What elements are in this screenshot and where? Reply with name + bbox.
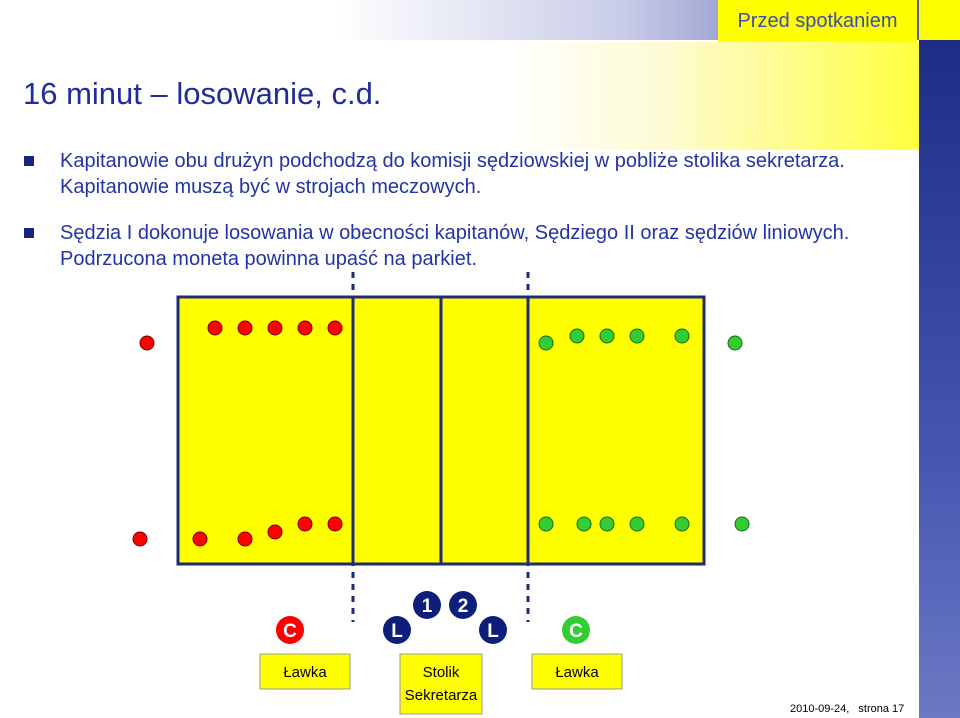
player-marker	[630, 329, 644, 343]
player-marker	[268, 321, 282, 335]
player-marker	[539, 336, 553, 350]
captain-left	[276, 616, 304, 644]
player-marker	[570, 329, 584, 343]
referee-2	[449, 591, 477, 619]
player-marker	[268, 525, 282, 539]
bench-right	[532, 654, 622, 689]
section-label: Przed spotkaniem	[718, 0, 917, 42]
scorer-table	[400, 654, 482, 714]
player-marker	[133, 532, 147, 546]
captain-right-label: C	[569, 621, 583, 642]
scorer-table-box	[400, 654, 482, 714]
player-marker	[735, 517, 749, 531]
bench-left-label: Ławka	[283, 664, 327, 681]
bullet-text: Kapitanowie obu drużyn podchodzą do komisji sędziowskiej w pobliże stolika sekretarza. Kapitanowie muszą być w strojach meczowych.	[60, 150, 845, 198]
player-marker	[238, 321, 252, 335]
player-marker	[630, 517, 644, 531]
player-marker	[675, 329, 689, 343]
scorer-table-label-line2: Sekretarza	[404, 687, 478, 704]
line-judge-left-label: L	[391, 621, 403, 642]
player-marker	[539, 517, 553, 531]
referee-1	[413, 591, 441, 619]
player-marker	[238, 532, 252, 546]
player-marker	[298, 321, 312, 335]
player-marker	[328, 517, 342, 531]
footer-date: 2010-09-24,	[790, 703, 850, 715]
line-judge-right	[479, 616, 507, 644]
player-marker	[193, 532, 207, 546]
slide-footer	[790, 703, 904, 715]
scorer-table-label-line1: Stolik	[422, 664, 460, 681]
player-marker	[675, 517, 689, 531]
line-judge-left	[383, 616, 411, 644]
line-judge-right-label: L	[487, 621, 499, 642]
captain-left-label: C	[283, 621, 297, 642]
player-marker	[328, 321, 342, 335]
referee-2-label: 2	[457, 596, 469, 617]
player-marker	[140, 336, 154, 350]
player-marker	[298, 517, 312, 531]
player-marker	[728, 336, 742, 350]
captain-right	[562, 616, 590, 644]
player-marker	[600, 517, 614, 531]
player-marker	[600, 329, 614, 343]
player-marker	[577, 517, 591, 531]
slide-title: 16 minut – losowanie, c.d.	[23, 76, 382, 111]
bench-right-label: Ławka	[555, 664, 599, 681]
footer-page: strona 17	[858, 703, 905, 715]
player-marker	[208, 321, 222, 335]
referee-1-label: 1	[421, 596, 433, 617]
bullet-text: Sędzia I dokonuje losowania w obecności kapitanów, Sędziego II oraz sędziów liniowych. Podrzucona moneta powinna upaść na parkiet.	[60, 222, 850, 270]
bench-left	[260, 654, 350, 689]
